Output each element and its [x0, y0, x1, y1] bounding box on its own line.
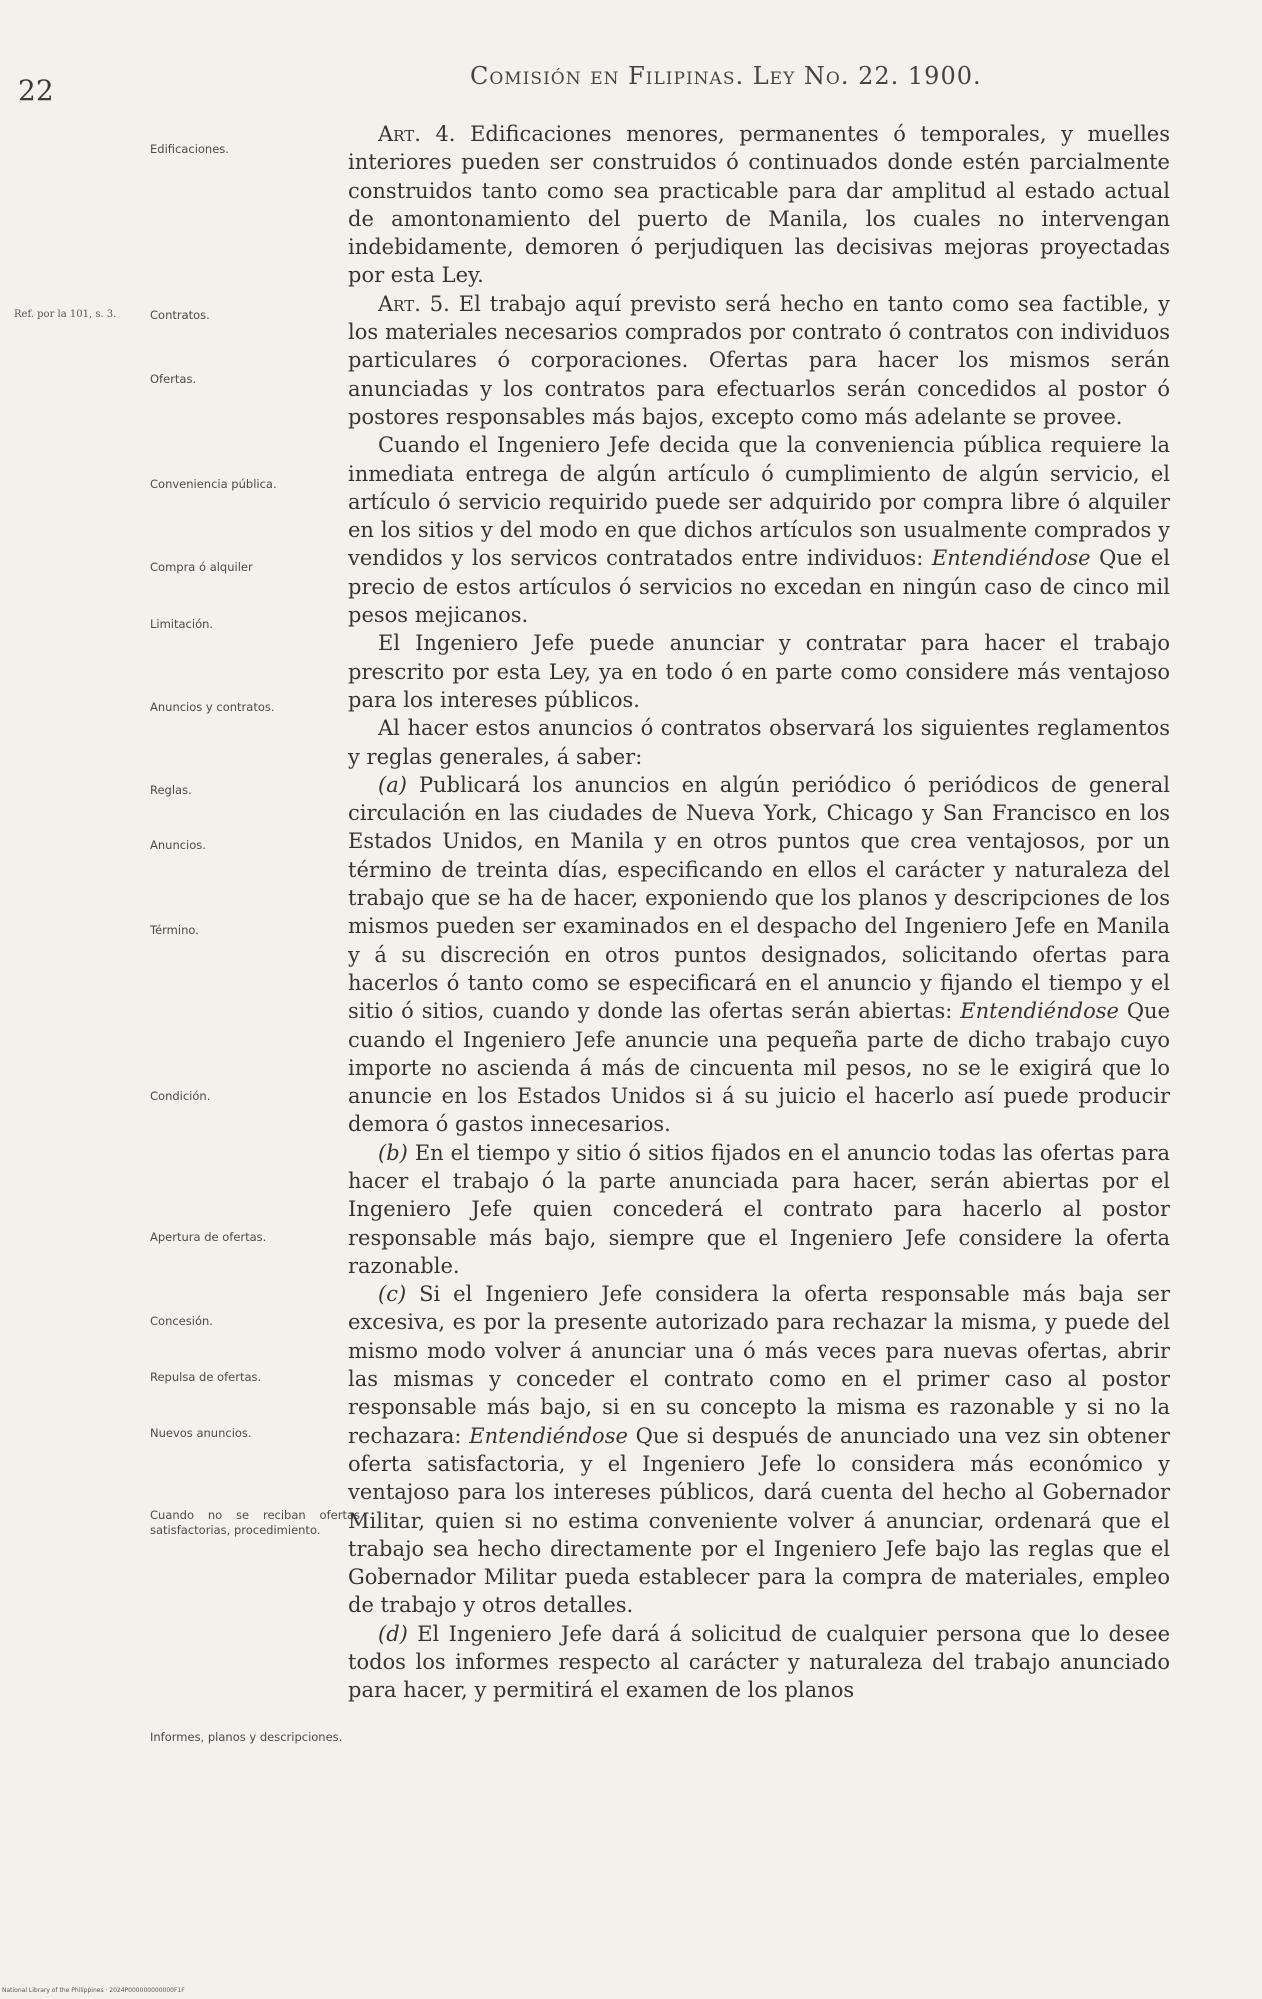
margin-note-reglas: Reglas.	[150, 783, 192, 797]
margin-note-repulsa: Repulsa de ofertas.	[150, 1370, 262, 1384]
item-d	[348, 1620, 1170, 1705]
paragraph-art4	[348, 120, 1170, 290]
proviso-word: Entendiéndose	[960, 999, 1119, 1024]
item-label: (d)	[378, 1621, 408, 1646]
paragraph-text: El Ingeniero Jefe dará á solicitud de cualquier persona que lo desee todos los informes respecto al carácter y naturaleza del trabajo anunciado para hacer, y permitirá el examen de los planos	[348, 1621, 1170, 1703]
paragraph-anunciar: El Ingeniero Jefe puede anunciar y contratar para hacer el trabajo prescrito por esta Ley, ya en todo ó en parte como considere más ventajoso para los intereses públicos.	[348, 631, 1170, 712]
page-number: 22	[18, 74, 54, 107]
scan-footer: National Library of the Philippines · 2024P000000000000F1F	[2, 1987, 185, 1994]
paragraph-text: Que cuando el Ingeniero Jefe anuncie una pequeña parte de dicho trabajo cuyo importe no ascienda á más de cincuenta mil pesos, no se le exigirá que lo anuncie en los Estados Unidos si á su juicio el hacerlo así puede producir demora ó gastos innecesarios.	[348, 999, 1170, 1137]
article-label: Art. 4.	[378, 122, 456, 146]
margin-note-procedimiento: Cuando no se reciban ofertas satisfactorias, procedimiento.	[150, 1508, 360, 1537]
paragraph-art5	[348, 290, 1170, 431]
paragraph-text: Edificaciones menores, permanentes ó temporales, y muelles interiores pueden ser construidos ó continuados donde estén parcialmente construidos tanto como sea practicable para dar amplitud al estado actual de amontonamiento del puerto de Manila, los cuales no intervengan indebidamente, demoren ó perjudiquen las decisivas mejoras proyectadas por esta Ley.	[348, 122, 1170, 288]
article-label: Art. 5.	[378, 291, 450, 316]
paragraph-text: Cuando el Ingeniero Jefe decida que la conveniencia pública requiere la inmediata entrega de algún artículo ó cumplimiento de algún servicio, el artículo ó servicio requirido puede ser adquirido por compra libre ó alquiler en los sitios y del modo en que dichos artículos son usualmente comprados y vendidos y los servicos contratados entre individuos:	[348, 433, 1170, 571]
item-c	[348, 1280, 1170, 1620]
item-b	[348, 1139, 1170, 1280]
proviso-word: Entendiéndose	[931, 546, 1091, 571]
item-a	[348, 771, 1170, 1139]
margin-note-anuncios: Anuncios.	[150, 838, 206, 852]
paragraph-text: En el tiempo y sitio ó sitios fijados en el anuncio todas las ofertas para hacer el trabajo ó la parte anunciada para hacer, serán abiertas por el Ingeniero Jefe quien concederá el contrato para hacerlo al postor responsable más bajo, siempre que el Ingeniero Jefe considere la oferta razonable.	[348, 1140, 1170, 1278]
paragraph-text: Que si después de anunciado una vez sin obtener oferta satisfactoria, y el Ingeniero Jefe lo considera más económico y ventajoso para los intereses públicos, dará cuenta del hecho al Gobernador Militar, quien si no estima conveniente volver á anunciar, ordenará que el trabajo sea hecho directamente por el Ingeniero Jefe bajo las reglas que el Gobernador Militar pueda establecer para la compra de materiales, empleo de trabajo y otros detalles.	[348, 1423, 1170, 1618]
margin-note-termino: Término.	[150, 923, 199, 937]
running-head: Comisión en Filipinas. Ley No. 22. 1900.	[470, 62, 982, 90]
item-label: (c)	[378, 1282, 407, 1307]
paragraph-text: Publicará los anuncios en algún periódico ó periódicos de general circulación en las ciudades de Nueva York, Chicago y San Francisco en los Estados Unidos, en Manila y en otros puntos que crea ventajosos, por un término de treinta días, especificando en ellos el carácter y naturaleza del trabajo que se ha de hacer, exponiendo que los planos y descripciones de los mismos pueden ser examinados en el despacho del Ingeniero Jefe en Manila y á su discreción en otros puntos designados, solicitando ofertas para hacerlos ó tanto como se especificará en el anuncio y fijando el tiempo y el sitio ó sitios, cuando y donde las ofertas serán abiertas:	[348, 772, 1170, 1024]
margin-note-conveniencia: Conveniencia pública.	[150, 477, 277, 491]
item-label: (b)	[378, 1140, 408, 1165]
margin-note-limitacion: Limitación.	[150, 617, 214, 631]
body-text	[348, 120, 1170, 1705]
paragraph-reglas: Al hacer estos anuncios ó contratos observará los siguientes reglamentos y reglas generales, á saber:	[348, 716, 1170, 769]
margin-note-compra: Compra ó alquiler	[150, 560, 253, 574]
paragraph-text: Si el Ingeniero Jefe considera la oferta responsable más baja ser excesiva, es por la presente autorizado para rechazar la misma, y puede del mismo modo volver á anunciar una ó más veces para nuevas ofertas, abrir las mismas y conceder el contrato como en el primer caso al postor responsable más bajo, si en su concepto la misma es razonable y si no la rechazara:	[348, 1282, 1170, 1448]
margin-note-informes: Informes, planos y descripciones.	[150, 1730, 343, 1744]
item-label: (a)	[378, 772, 407, 797]
margin-note-condicion: Condición.	[150, 1089, 211, 1103]
margin-note-apertura: Apertura de ofertas.	[150, 1230, 267, 1244]
ref-note: Ref. por la 101, s. 3.	[14, 309, 117, 320]
paragraph-text: El trabajo aquí previsto será hecho en tanto como sea factible, y los materiales necesarios comprados por contrato ó contratos con individuos particulares ó corporaciones. Ofertas para hacer los mismos serán anunciadas y los contratos para efectuarlos serán concedidos al postor ó postores responsables más bajos, excepto como más adelante se provee.	[348, 291, 1170, 429]
proviso-word: Entendiéndose	[469, 1423, 628, 1448]
margin-note-ofertas: Ofertas.	[150, 372, 197, 386]
paragraph-conveniencia	[348, 431, 1170, 629]
paragraph-text: Que el precio de estos artículos ó servicios no excedan en ningún caso de cinco mil pesos mejicanos.	[348, 546, 1170, 628]
margin-note-contratos: Contratos.	[150, 308, 210, 322]
margin-note-anuncios-contratos: Anuncios y contratos.	[150, 700, 275, 714]
margin-note-edificaciones: Edificaciones.	[150, 142, 229, 156]
margin-note-nuevos-anuncios: Nuevos anuncios.	[150, 1426, 252, 1440]
margin-note-concesion: Concesión.	[150, 1314, 213, 1328]
